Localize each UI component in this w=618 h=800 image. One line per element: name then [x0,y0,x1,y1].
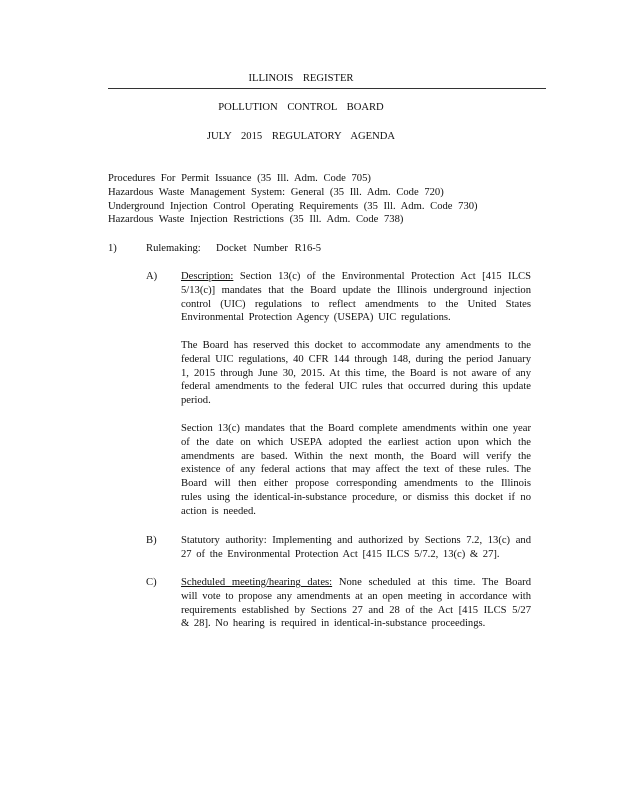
docket-number: Docket Number R16-5 [216,243,322,254]
agency-title: POLLUTION CONTROL BOARD [218,102,384,113]
section-a-marker: A) [146,271,158,282]
statutory-authority-paragraph: Statutory authority: Implementing and authorized by Sections 7.2, 13(c) and 27 of the Environmental Protection Act [415 ILCS 5/7.2, 13(c) & 27]. [181,535,531,560]
schedule-paragraph [181,576,531,631]
register-title: ILLINOIS REGISTER [248,73,354,84]
procedure-line: Hazardous Waste Management System: General (35 Ill. Adm. Code 720) [108,186,444,198]
rulemaking-number: 1) [108,243,117,254]
procedures-list [108,172,528,227]
procedure-line: Hazardous Waste Injection Restrictions (35 Ill. Adm. Code 738) [108,214,404,226]
header-rule [108,88,546,89]
description-paragraph-1 [181,270,531,325]
section-c-marker: C) [146,577,157,588]
description-paragraph-2: The Board has reserved this docket to accommodate any amendments to the federal UIC regulations, 40 CFR 144 through 148, during the period January 1, 2015 through June 30, 2015. At this time, the Board is not aware of any federal amendments to the federal UIC rules that occurred during this update period. [181,340,531,407]
description-label: Description: [181,271,234,282]
procedure-line: Underground Injection Control Operating Requirements (35 Ill. Adm. Code 730) [108,200,478,212]
procedure-line: Procedures For Permit Issuance (35 Ill. Adm. Code 705) [108,173,371,184]
rulemaking-label: Rulemaking: [146,243,201,254]
description-text: Section 13(c) of the Environmental Protection Act [415 ILCS 5/13(c)] mandates that the Board update the Illinois underground injection control (UIC) regulations to reflect amendments to the United States Environmental Protection Agency (USEPA) UIC regulations. [181,271,531,324]
section-b-marker: B) [146,535,157,546]
schedule-text: None scheduled at this time. The Board will vote to propose any amendments at an open meeting in accordance with requirements established by Sections 27 and 28 of the Act [415 ILCS 5/27 & 28]. No hearing is required in identical-in-substance proceedings. [181,577,531,630]
agenda-title: JULY 2015 REGULATORY AGENDA [206,131,396,142]
schedule-label: Scheduled meeting/hearing dates: [181,577,333,588]
description-paragraph-3: Section 13(c) mandates that the Board complete amendments within one year of the date on which USEPA adopted the earliest action upon which the amendments are based. Within the next month, the Board will verify the existence of any federal actions that may affect the text of these rules. The Board will then either propose corresponding amendments to the Illinois rules using the identical-in-substance procedure, or dismiss this docket if no action is needed. [181,423,531,517]
